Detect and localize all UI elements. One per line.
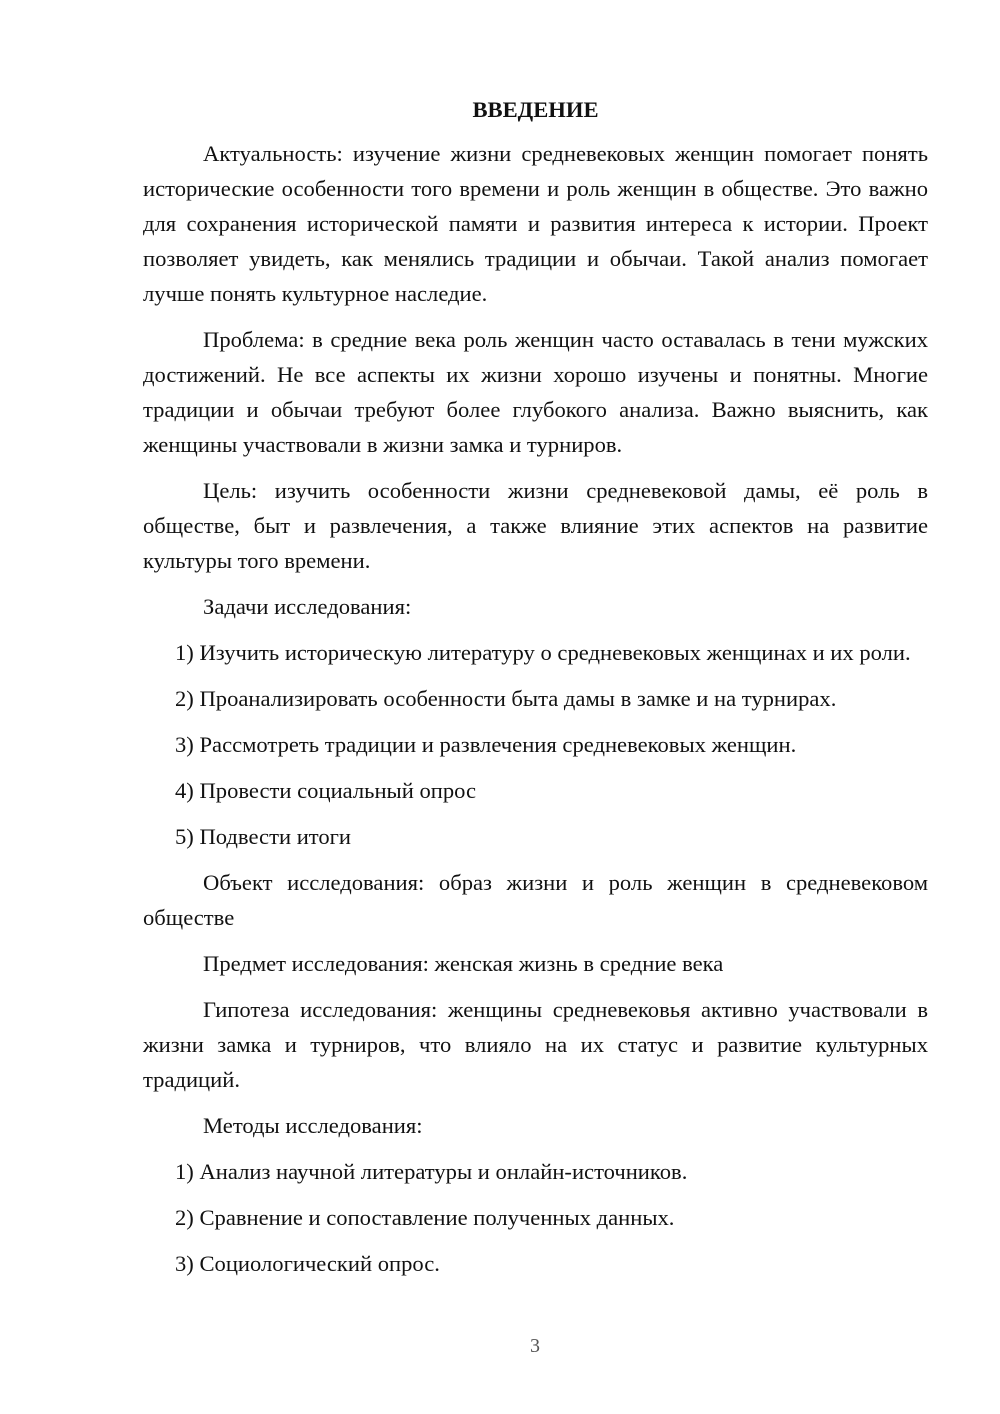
paragraph-problem: Проблема: в средние века роль женщин часто оставалась в тени мужских достижений. Не все аспекты их жизни хорошо изучены и понятны. Многие традиции и обычаи требуют более глубокого анализа. Важно выяснить, как женщины участвовали в жизни замка и турниров. [143,327,928,457]
task-item-2: 2) Проанализировать особенности быта дамы в замке и на турнирах. [175,686,837,711]
page-number: 3 [530,1335,540,1357]
method-item-2: 2) Сравнение и сопоставление полученных данных. [175,1205,675,1230]
page-content [143,92,928,1292]
paragraph-relevance: Актуальность: изучение жизни средневековых женщин помогает понять исторические особенности того времени и роль женщин в обществе. Это важно для сохранения исторической памяти и развития интереса к истории. Проект позволяет увидеть, как менялись традиции и обычаи. Такой анализ помогает лучше понять культурное наследие. [143,141,928,306]
methods-heading: Методы исследования: [203,1113,423,1138]
paragraph-hypothesis: Гипотеза исследования: женщины средневековья активно участвовали в жизни замка и турниров, что влияло на их статус и развитие культурных традиций. [143,997,928,1092]
method-item-3: 3) Социологический опрос. [175,1251,440,1276]
task-item-3: 3) Рассмотреть традиции и развлечения средневековых женщин. [175,732,797,757]
paragraph-object: Объект исследования: образ жизни и роль женщин в средневековом обществе [143,870,928,930]
section-title: ВВЕДЕНИЕ [472,97,599,122]
task-item-1: 1) Изучить историческую литературу о средневековых женщинах и их роли. [175,640,911,665]
task-item-4: 4) Провести социальный опрос [175,778,477,803]
paragraph-subject: Предмет исследования: женская жизнь в средние века [203,951,724,976]
paragraph-goal: Цель: изучить особенности жизни средневековой дамы, её роль в обществе, быт и развлечения, а также влияние этих аспектов на развитие культуры того времени. [143,478,928,573]
task-item-5: 5) Подвести итоги [175,824,352,849]
method-item-1: 1) Анализ научной литературы и онлайн-источников. [175,1159,688,1184]
tasks-heading: Задачи исследования: [203,594,412,619]
